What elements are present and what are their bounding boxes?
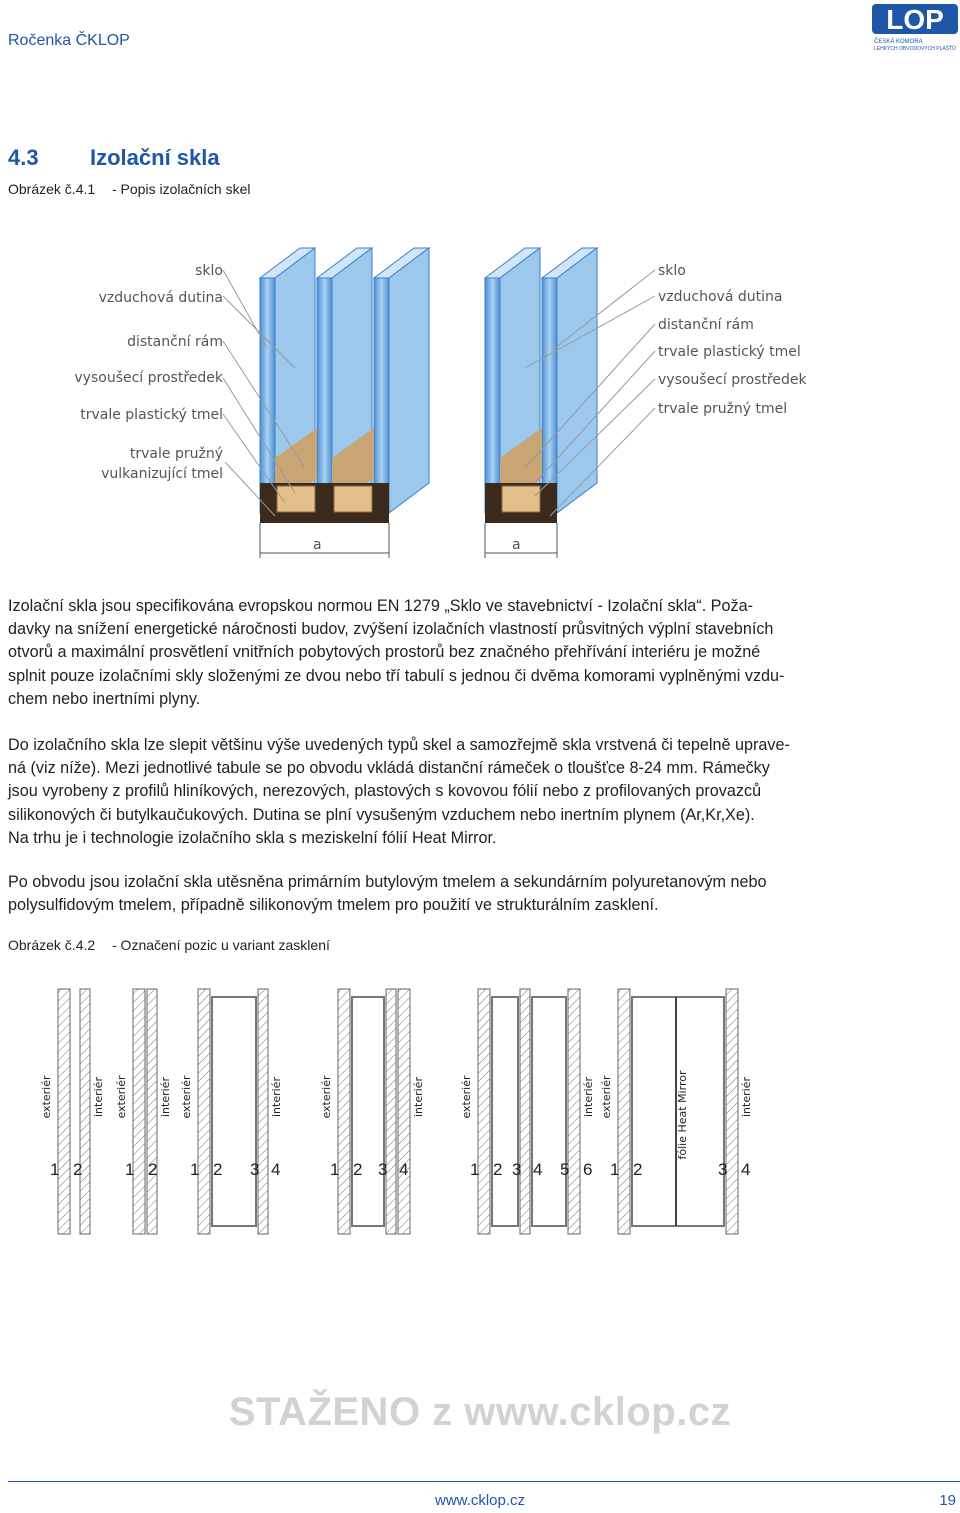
surface-position-number: 1 [610, 1160, 620, 1179]
logo-subtitle-1: ČESKÁ KOMORA [874, 39, 923, 45]
interior-label: interiér [582, 1077, 595, 1117]
figure2-caption [8, 937, 330, 953]
surface-position-number: 3 [250, 1160, 260, 1179]
glass-pane [386, 989, 396, 1234]
label-vysouseci-prostredek-right: vysoušecí prostředek [658, 372, 807, 388]
surface-position-number: 4 [271, 1160, 281, 1179]
dimension-a-left: a [313, 537, 322, 553]
exterior-label: exteriér [180, 1075, 193, 1119]
glass-pane [133, 989, 145, 1234]
paragraph-2-line: jsou vyrobeny z profilů hliníkových, nerezových, plastových s kovovou fólií nebo z profilovaných provazců [8, 782, 762, 801]
section-number: 4.3 [8, 145, 39, 170]
surface-position-number: 3 [718, 1160, 728, 1179]
paragraph-2-line: ná (viz níže). Mezi jednotlivé tabule se po obvodu vkládá distanční rámeček o tloušťce 8-24 mm. Rámečky [8, 759, 770, 778]
exterior-label: exteriér [320, 1075, 333, 1119]
paragraph-3-line: polysulfidovým tmelem, případně silikonovým tmelem pro použití ve strukturálním zasklení. [8, 896, 659, 915]
glazing-variant-5 [460, 989, 595, 1234]
paragraph-1-line: Izolační skla jsou specifikována evropskou normou EN 1279 „Sklo ve stavebnictví - Izolační skla“. Poža- [8, 597, 753, 615]
glass-pane [726, 989, 738, 1234]
surface-position-number: 1 [470, 1160, 480, 1179]
surface-position-number: 2 [353, 1160, 363, 1179]
figure1-caption-text: - Popis izolačních skel [112, 181, 251, 197]
paragraph-1 [8, 595, 878, 711]
label-plasticky-tmel-right: trvale plastický tmel [658, 344, 801, 360]
glass-pane [58, 989, 70, 1234]
label-distancni-ram-left: distanční rám [127, 334, 223, 350]
glazing-variant-6 [600, 989, 753, 1234]
figure2-caption-text: - Označení pozic u variant zasklení [112, 937, 330, 953]
surface-position-number: 1 [330, 1160, 340, 1179]
paragraph-3 [8, 871, 878, 917]
surface-position-number: 4 [533, 1160, 543, 1179]
figure1-caption-number: Obrázek č.4.1 [8, 181, 96, 197]
glass-pane [80, 989, 90, 1234]
paragraph-3-line: Po obvodu jsou izolační skla utěsněna primárním butylovým tmelem a sekundárním polyuretanovým nebo [8, 873, 767, 891]
exterior-label: exteriér [40, 1075, 53, 1119]
footer-url-link[interactable]: www.cklop.cz [434, 1492, 526, 1509]
surface-position-number: 2 [73, 1160, 83, 1179]
surface-position-number: 2 [493, 1160, 503, 1179]
surface-position-number: 3 [512, 1160, 522, 1179]
interior-label: interiér [92, 1077, 105, 1117]
paragraph-1-line: chem nebo inertními plyny. [8, 689, 201, 708]
label-sklo-left: sklo [195, 263, 223, 279]
paragraph-1-line: davky na snížení energetické náročnosti budov, zvýšení izolačních vlastností průsvitných výplní stavebních [8, 620, 774, 639]
paragraph-1-line: splnit pouze izolačními skly složenými ze dvou nebo tří tabulí s jednou či dvěma komorami vyplněnými vzdu- [8, 666, 785, 685]
paragraph-1-line: otvorů a maximální prosvětlení vnitřních pobytových prostorů bez značného přehřívání interiéru je možné [8, 643, 761, 662]
surface-position-number: 4 [399, 1160, 409, 1179]
label-vulkanizujici-tmel-left: vulkanizující tmel [101, 466, 223, 482]
logo-text: LOP [886, 4, 944, 35]
paragraph-2-line: silikonových či butylkaučukových. Dutina se plní vysušeným vzduchem nebo inertním plynem (Ar,Kr,Xe). [8, 805, 755, 824]
figure2-caption-number: Obrázek č.4.2 [8, 937, 96, 953]
header-title: Ročenka ČKLOP [8, 32, 130, 49]
label-distancni-ram-right: distanční rám [658, 317, 754, 333]
glass-pane [258, 989, 268, 1234]
paragraph-2-line: Na trhu je i technologie izolačního skla s meziskelní fólií Heat Mirror. [8, 828, 497, 847]
footer-divider [8, 1481, 960, 1482]
interior-label: interiér [159, 1077, 172, 1117]
paragraph-2 [8, 734, 878, 850]
label-plasticky-tmel-left: trvale plastický tmel [80, 407, 223, 423]
surface-position-number: 1 [125, 1160, 135, 1179]
glass-pane [147, 989, 157, 1234]
glass-pane [338, 989, 350, 1234]
surface-position-number: 2 [148, 1160, 158, 1179]
download-watermark: STAŽENO z www.cklop.cz [228, 1390, 732, 1434]
page-number: 19 [939, 1492, 956, 1509]
exterior-label: exteriér [115, 1075, 128, 1119]
interior-label: interiér [270, 1077, 283, 1117]
surface-position-number: 2 [213, 1160, 223, 1179]
label-trvale-pruzny-left: trvale pružný [129, 446, 223, 462]
paragraph-2-line: Do izolačního skla lze slepit většinu výše uvedených typů skel a samozřejmě skla vrstvená či tepelně uprave- [8, 736, 790, 754]
surface-position-number: 1 [50, 1160, 60, 1179]
section-title: Izolační skla [90, 145, 220, 170]
surface-position-number: 5 [560, 1160, 570, 1179]
glass-pane [618, 989, 630, 1234]
surface-position-number: 2 [633, 1160, 643, 1179]
surface-position-number: 3 [378, 1160, 388, 1179]
cklop-logo [872, 4, 958, 52]
glass-pane [398, 989, 410, 1234]
glass-pane [478, 989, 490, 1234]
glass-pane [198, 989, 210, 1234]
surface-position-number: 1 [190, 1160, 200, 1179]
glass-pane [568, 989, 580, 1234]
figure1-caption [8, 181, 251, 197]
foil-label: fólie Heat Mirror [676, 1070, 689, 1160]
glass-pane [520, 989, 530, 1234]
logo-subtitle-2: LEHKÝCH OBVODOVÝCH PLÁŠŤŮ [874, 46, 956, 52]
interior-label: interiér [740, 1077, 753, 1117]
section-heading [8, 145, 220, 171]
label-sklo-right: sklo [658, 263, 686, 279]
double-glazing-unit [485, 248, 597, 523]
exterior-label: exteriér [600, 1075, 613, 1119]
dimension-a-right: a [512, 537, 521, 553]
exterior-label: exteriér [460, 1075, 473, 1119]
surface-position-number: 4 [741, 1160, 751, 1179]
label-vzduchova-dutina-left: vzduchová dutina [98, 290, 223, 306]
insulating-glass-illustration [55, 238, 835, 568]
interior-label: interiér [412, 1077, 425, 1117]
triple-glazing-unit [260, 248, 429, 523]
label-vysouseci-prostredek-left: vysoušecí prostředek [74, 370, 223, 386]
label-pruzny-tmel-right: trvale pružný tmel [658, 401, 788, 417]
surface-position-number: 6 [583, 1160, 593, 1179]
glazing-positions-diagram [40, 967, 753, 1255]
label-vzduchova-dutina-right: vzduchová dutina [658, 289, 783, 305]
